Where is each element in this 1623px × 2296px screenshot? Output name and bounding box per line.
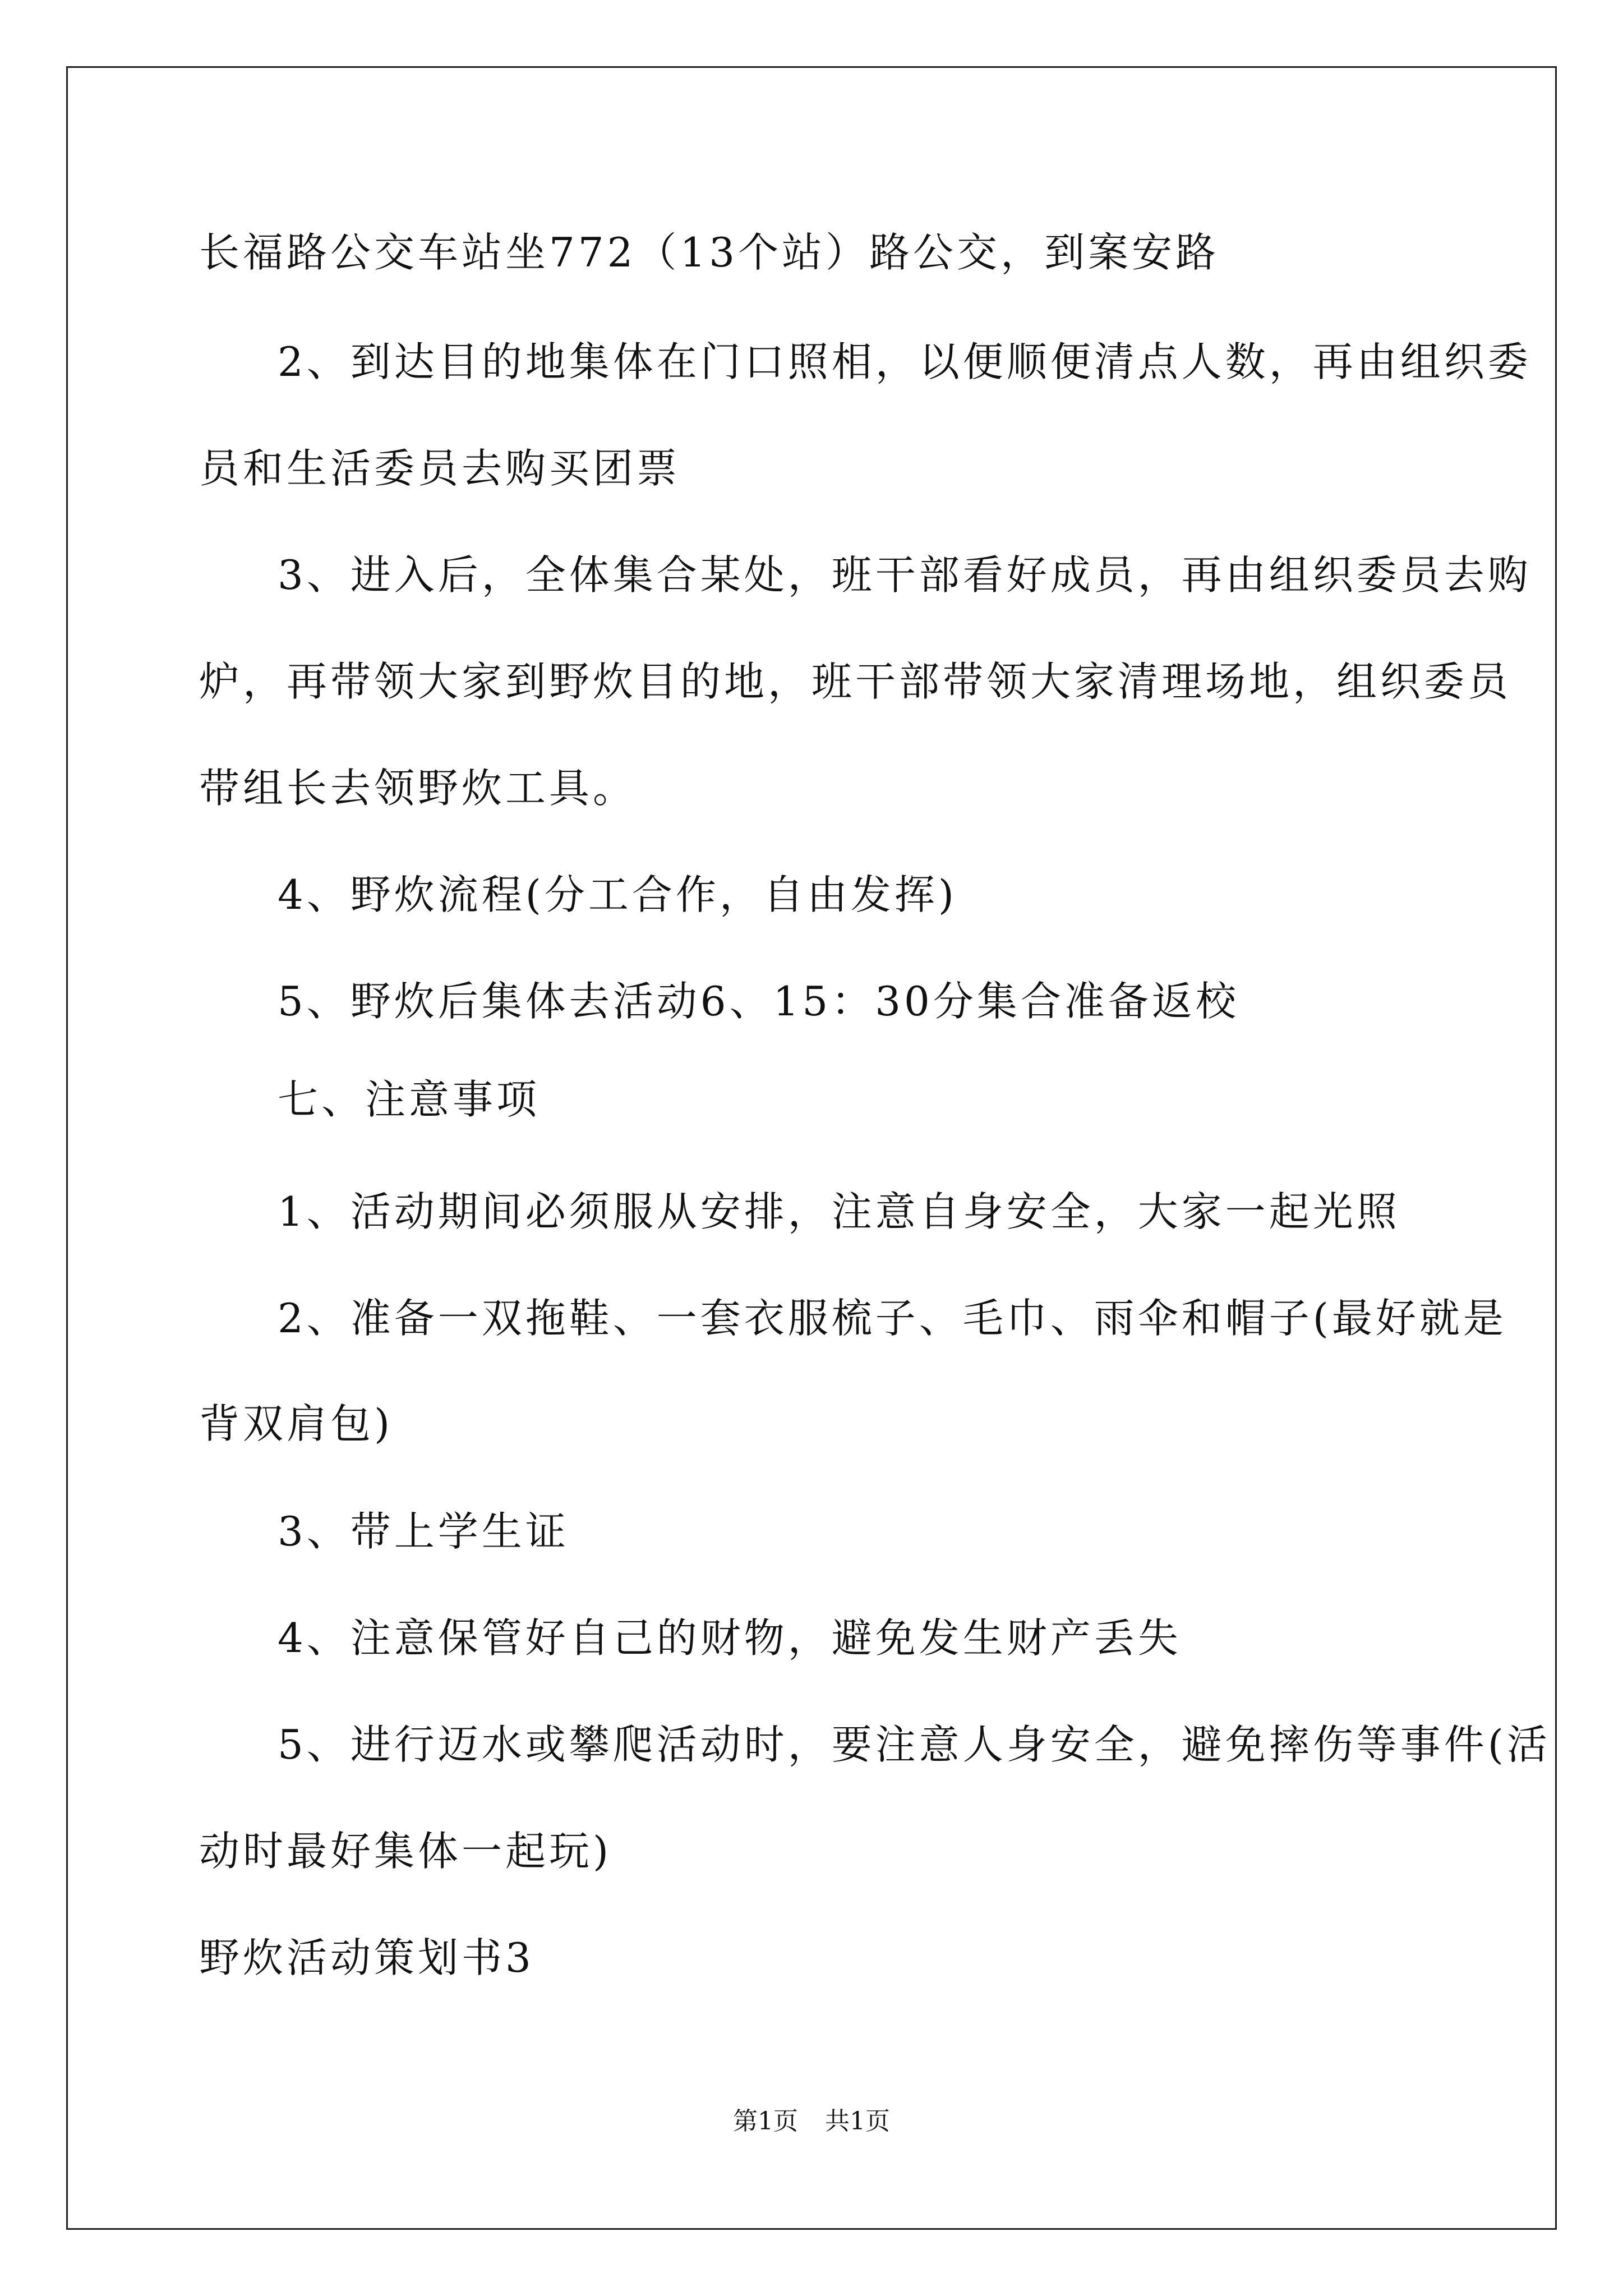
page-total: 共1页 — [825, 2107, 890, 2136]
body-line-5: 炉，再带领大家到野炊目的地，班干部带领大家清理场地，组织委员 — [199, 658, 1512, 705]
body-line-17: 野炊活动策划书3 — [199, 1934, 534, 1981]
body-line-1: 长福路公交车站坐772（13个站）路公交，到案安路 — [199, 229, 1220, 276]
body-line-12: 背双肩包) — [199, 1400, 394, 1447]
body-line-13: 3、带上学生证 — [278, 1508, 569, 1555]
body-line-11: 2、准备一双拖鞋、一套衣服梳子、毛巾、雨伞和帽子(最好就是 — [278, 1295, 1507, 1342]
body-line-6: 带组长去领野炊工具。 — [199, 765, 637, 812]
body-line-14: 4、注意保管好自己的财物，避免发生财产丢失 — [278, 1614, 1182, 1662]
page-border — [66, 66, 1557, 2230]
body-line-10: 1、活动期间必须服从安排，注意自身安全，大家一起光照 — [278, 1188, 1400, 1235]
body-line-16: 动时最好集体一起玩) — [199, 1828, 612, 1875]
page-number: 第1页 — [733, 2107, 798, 2136]
body-line-15: 5、进行迈水或攀爬活动时，要注意人身安全，避免摔伤等事件(活 — [278, 1721, 1551, 1768]
body-line-7: 4、野炊流程(分工合作，自由发挥) — [278, 871, 957, 918]
section-heading: 七、注意事项 — [278, 1076, 541, 1123]
body-line-2: 2、到达目的地集体在门口照相，以便顺便清点人数，再由组织委 — [278, 338, 1532, 385]
body-line-4: 3、进入后，全体集合某处，班干部看好成员，再由组织委员去购 — [278, 551, 1532, 599]
body-line-3: 员和生活委员去购买团票 — [199, 445, 681, 492]
body-line-8: 5、野炊后集体去活动6、15：30分集合准备返校 — [278, 978, 1239, 1025]
page-footer — [0, 2105, 1623, 2138]
